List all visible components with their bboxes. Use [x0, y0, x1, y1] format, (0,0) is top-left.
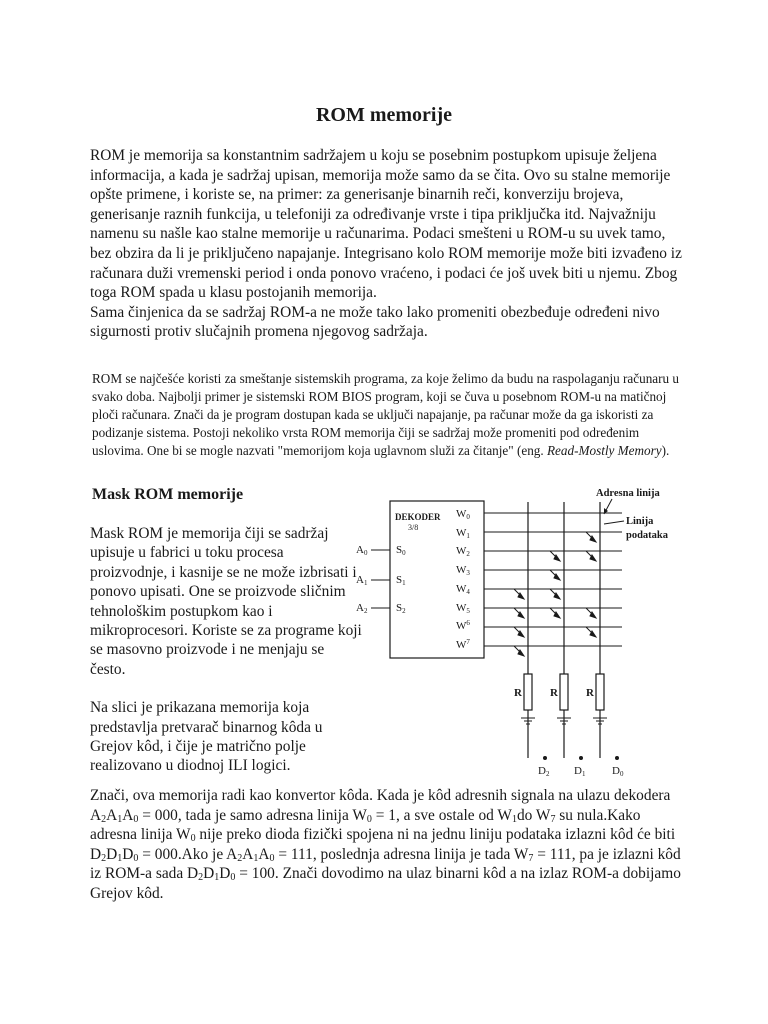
conclusion-part: su nula.Kako adresna linija	[90, 806, 641, 844]
resistor-label: R	[586, 687, 594, 699]
svg-text:A2: A2	[356, 602, 368, 615]
svg-text:W5: W5	[456, 602, 470, 615]
conclusion-part: = 1, a sve ostale od	[371, 806, 498, 824]
conclusion-paragraph: Znači, ova memorija radi kao konvertor kôda. Kada je kôd adresnih signala na ulazu dekodera $A_2A_1A_0 = 000$, tada je samo adresna linija $W_0 = 1$, a sve ostale od $W_1do$ $W_7$ su nula.Kako adresna linija $W_0$ nije preko dioda fizički spojena ni na jednu liniju podataka izlazni kôd će biti $D_2D_1D_0 = 000.Ako$ je $A_2A_1A_0 = 111$, poslednja adresna linija je tada $W_7 = 111$, pa je izlazni kôd iz ROM-a sada $D_2D_1D_0 = 100$. Znači dovodimo na ulaz binarni kôd a na izlaz ROM-a dobijamo Grejov kôd.	[90, 787, 681, 902]
mask-rom-column	[90, 524, 362, 776]
svg-text:S0: S0	[396, 544, 406, 557]
output-terminals	[543, 756, 619, 760]
data-line-label-1: Linija	[626, 516, 654, 527]
svg-text:D1: D1	[574, 765, 586, 778]
conclusion-part: Znači, ova memorija radi kao konvertor kôda. Kada je kôd adresnih signala na ulazu dekodera	[90, 787, 671, 804]
svg-text:A1: A1	[356, 574, 368, 587]
mask-rom-heading: Mask ROM memorije	[92, 486, 244, 503]
output-labels	[538, 765, 624, 778]
svg-text:W1: W1	[456, 527, 470, 540]
conclusion-part: = 100. Znači dovodimo na ulaz binarni kôd a na izlaz ROM-a dobijamo Grejov kôd.	[90, 865, 681, 902]
conclusion-part: nije preko dioda fizički spojena ni na jednu liniju podataka izlazni kôd će biti	[195, 826, 676, 844]
data-line-label-2: podataka	[626, 530, 669, 541]
svg-text:S1: S1	[396, 574, 406, 587]
conclusion-part: = 111, pa je izlazni kôd iz ROM-a sada	[90, 845, 681, 883]
resistor-label: R	[550, 687, 558, 699]
svg-text:W6: $W^6$	[456, 619, 470, 632]
svg-text:W2: W2	[456, 545, 470, 558]
conclusion-part: = 000, tada je samo adresna linija	[138, 806, 353, 824]
resistor-label: R	[514, 687, 522, 699]
word-lines	[484, 513, 622, 646]
bios-italic-term: Read-Mostly Memory	[547, 443, 662, 458]
bios-paragraph	[92, 370, 692, 460]
svg-text:D2: D2	[538, 765, 550, 778]
address-line-label: Adresna linija	[596, 488, 660, 499]
svg-text:W0: W0	[456, 508, 470, 521]
intro-paragraph	[90, 146, 690, 342]
page-title: ROM memorije	[315, 104, 453, 126]
word-line-labels	[456, 508, 470, 651]
bios-end: ).	[661, 443, 670, 458]
mask-rom-paragraph: Mask ROM je memorija čiji se sadržaj upisuje u fabrici u toku procesa proizvodnje, i kasnije se ne može izbrisati i ponovo upisati. One se proizvode sličnim tehnološkim postupkom kao i mikroprocesori. Koriste se za programe koji se masovno proizvode i ne menjaju se često.	[90, 525, 362, 678]
svg-text:D0: D0	[612, 765, 624, 778]
bios-text: ROM se najčešće koristi za smeštanje sistemskih programa, za koje želimo da budu na raspolaganju računaru u svako doba. Najbolji primer je sistemski ROM BIOS program, koji se čuva u posebnom ROM-u na matičnoj ploči računara. Znači da je program dostupan kada se uključi napajanje, pa računar može da ga iskoristi za podizanje sistema. Postoji nekoliko vrsta ROM memorija čiji se sadržaj može promeniti pod određenim uslovima. One bi se mogle nazvati "memorijom koja uglavnom služi za čitanje" (eng.	[92, 371, 680, 458]
svg-text:W4: W4	[456, 583, 470, 596]
decoder-title: DEKODER	[395, 512, 441, 522]
conclusion-part: = 111, poslednja adresna linija je tada	[274, 845, 514, 863]
decoder-subtitle: 3/8	[408, 523, 419, 532]
intro-text-1: ROM je memorija sa konstantnim sadržajem u koju se posebnim postupkom upisuje željena informacija, a kada je sadržaj upisan, memorija može samo da se čita. Ovo su stalne memorije opšte primene, i koriste se, na primer: za generisanje binarnih reči, konverziju brojeva, generisanje raznih funkcija, u telefoniji za određivanje vrste i tipa priključka itd. Najvažniju namenu su našle kao stalne memorije u računarima. Podaci smešteni u ROM-u su uvek tamo, bez obzira da li je priključeno napajanje. Integrisano kolo ROM memorije može biti izvađeno iz računara duži vremenski period i onda ponovo vraćeno, i podaci će još uvek biti u njemu. Zbog toga ROM spada u klasu postojanih memorija.	[90, 147, 682, 302]
figure-description-paragraph: Na slici je prikazana memorija koja predstavlja pretvarač binarnog kôda u Grejov kôd, i čije je matrično polje realizovano u diodnoj ILI logici.	[90, 699, 323, 775]
intro-text-2: Sama činjenica da se sadržaj ROM-a ne može tako lako promeniti obezbeđuje određeni nivo sigurnosti protiv slučajnih promena njegovog sadržaja.	[90, 303, 660, 341]
svg-text:A0: A0	[356, 544, 368, 557]
svg-text:S2: S2	[396, 602, 406, 615]
svg-text:W3: W3	[456, 564, 470, 577]
conclusion-part: = 000.Ako je	[138, 845, 227, 863]
conclusion-part: do	[516, 806, 536, 824]
svg-text:W7: $W^7$	[456, 638, 470, 651]
rom-circuit-diagram	[350, 482, 680, 782]
